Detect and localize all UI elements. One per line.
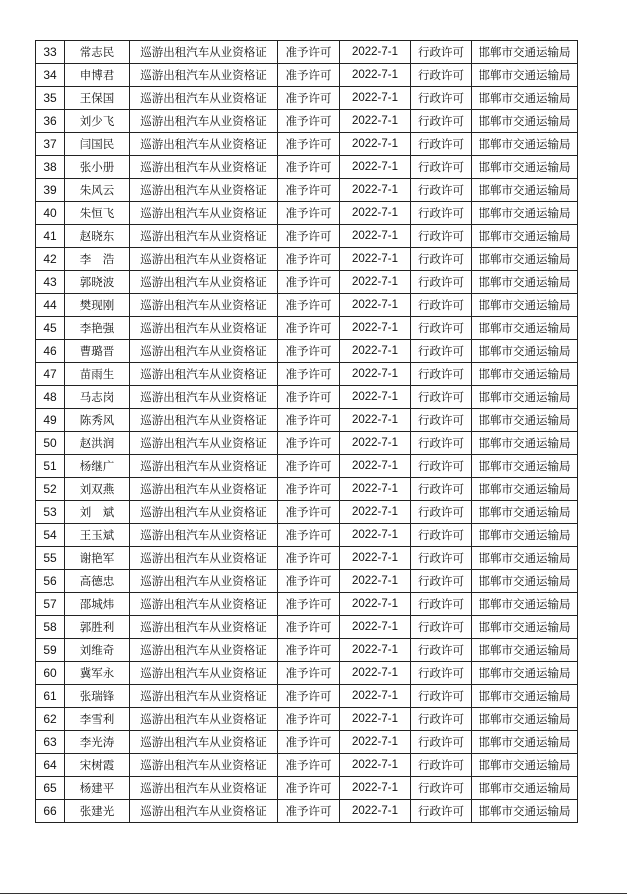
authority-cell: 邯郸市交通运输局 bbox=[472, 363, 578, 386]
license-item-cell: 巡游出租汽车从业资格证 bbox=[130, 685, 278, 708]
row-number-cell: 57 bbox=[36, 593, 65, 616]
license-item-cell: 巡游出租汽车从业资格证 bbox=[130, 593, 278, 616]
name-cell: 陈秀风 bbox=[65, 409, 130, 432]
date-cell: 2022-7-1 bbox=[340, 478, 411, 501]
name-cell: 刘双燕 bbox=[65, 478, 130, 501]
category-cell: 行政许可 bbox=[411, 409, 472, 432]
name-cell: 曹璐晋 bbox=[65, 340, 130, 363]
row-number-cell: 43 bbox=[36, 271, 65, 294]
authority-cell: 邯郸市交通运输局 bbox=[472, 547, 578, 570]
row-number-cell: 52 bbox=[36, 478, 65, 501]
table-row bbox=[36, 87, 578, 110]
row-number-cell: 44 bbox=[36, 294, 65, 317]
license-item-cell: 巡游出租汽车从业资格证 bbox=[130, 156, 278, 179]
authority-cell: 邯郸市交通运输局 bbox=[472, 478, 578, 501]
license-item-cell: 巡游出租汽车从业资格证 bbox=[130, 225, 278, 248]
decision-cell: 准予许可 bbox=[278, 777, 340, 800]
category-cell: 行政许可 bbox=[411, 777, 472, 800]
name-cell: 宋树霞 bbox=[65, 754, 130, 777]
decision-cell: 准予许可 bbox=[278, 409, 340, 432]
name-cell: 杨建平 bbox=[65, 777, 130, 800]
row-number-cell: 66 bbox=[36, 800, 65, 823]
table-row bbox=[36, 271, 578, 294]
table-row bbox=[36, 754, 578, 777]
license-table bbox=[35, 40, 578, 823]
category-cell: 行政许可 bbox=[411, 225, 472, 248]
decision-cell: 准予许可 bbox=[278, 271, 340, 294]
row-number-cell: 46 bbox=[36, 340, 65, 363]
date-cell: 2022-7-1 bbox=[340, 777, 411, 800]
table-row bbox=[36, 317, 578, 340]
table-row bbox=[36, 156, 578, 179]
category-cell: 行政许可 bbox=[411, 363, 472, 386]
category-cell: 行政许可 bbox=[411, 639, 472, 662]
decision-cell: 准予许可 bbox=[278, 547, 340, 570]
license-item-cell: 巡游出租汽车从业资格证 bbox=[130, 501, 278, 524]
category-cell: 行政许可 bbox=[411, 478, 472, 501]
license-item-cell: 巡游出租汽车从业资格证 bbox=[130, 41, 278, 64]
date-cell: 2022-7-1 bbox=[340, 225, 411, 248]
row-number-cell: 39 bbox=[36, 179, 65, 202]
license-item-cell: 巡游出租汽车从业资格证 bbox=[130, 386, 278, 409]
license-item-cell: 巡游出租汽车从业资格证 bbox=[130, 708, 278, 731]
table-body bbox=[36, 41, 578, 823]
authority-cell: 邯郸市交通运输局 bbox=[472, 225, 578, 248]
category-cell: 行政许可 bbox=[411, 685, 472, 708]
authority-cell: 邯郸市交通运输局 bbox=[472, 409, 578, 432]
authority-cell: 邯郸市交通运输局 bbox=[472, 662, 578, 685]
name-cell: 李艳强 bbox=[65, 317, 130, 340]
date-cell: 2022-7-1 bbox=[340, 547, 411, 570]
authority-cell: 邯郸市交通运输局 bbox=[472, 570, 578, 593]
authority-cell: 邯郸市交通运输局 bbox=[472, 777, 578, 800]
row-number-cell: 56 bbox=[36, 570, 65, 593]
table-row bbox=[36, 708, 578, 731]
row-number-cell: 50 bbox=[36, 432, 65, 455]
name-cell: 李 浩 bbox=[65, 248, 130, 271]
decision-cell: 准予许可 bbox=[278, 64, 340, 87]
row-number-cell: 33 bbox=[36, 41, 65, 64]
name-cell: 常志民 bbox=[65, 41, 130, 64]
date-cell: 2022-7-1 bbox=[340, 294, 411, 317]
decision-cell: 准予许可 bbox=[278, 179, 340, 202]
authority-cell: 邯郸市交通运输局 bbox=[472, 455, 578, 478]
row-number-cell: 65 bbox=[36, 777, 65, 800]
name-cell: 马志岗 bbox=[65, 386, 130, 409]
row-number-cell: 40 bbox=[36, 202, 65, 225]
authority-cell: 邯郸市交通运输局 bbox=[472, 386, 578, 409]
name-cell: 杨继广 bbox=[65, 455, 130, 478]
name-cell: 赵洪润 bbox=[65, 432, 130, 455]
authority-cell: 邯郸市交通运输局 bbox=[472, 800, 578, 823]
name-cell: 李雪利 bbox=[65, 708, 130, 731]
date-cell: 2022-7-1 bbox=[340, 363, 411, 386]
date-cell: 2022-7-1 bbox=[340, 754, 411, 777]
row-number-cell: 49 bbox=[36, 409, 65, 432]
table-row bbox=[36, 363, 578, 386]
license-item-cell: 巡游出租汽车从业资格证 bbox=[130, 455, 278, 478]
authority-cell: 邯郸市交通运输局 bbox=[472, 685, 578, 708]
license-item-cell: 巡游出租汽车从业资格证 bbox=[130, 754, 278, 777]
row-number-cell: 41 bbox=[36, 225, 65, 248]
license-item-cell: 巡游出租汽车从业资格证 bbox=[130, 133, 278, 156]
table-row bbox=[36, 662, 578, 685]
category-cell: 行政许可 bbox=[411, 294, 472, 317]
name-cell: 郭晓波 bbox=[65, 271, 130, 294]
name-cell: 邵城炜 bbox=[65, 593, 130, 616]
decision-cell: 准予许可 bbox=[278, 501, 340, 524]
decision-cell: 准予许可 bbox=[278, 317, 340, 340]
name-cell: 高德忠 bbox=[65, 570, 130, 593]
row-number-cell: 61 bbox=[36, 685, 65, 708]
category-cell: 行政许可 bbox=[411, 547, 472, 570]
license-item-cell: 巡游出租汽车从业资格证 bbox=[130, 777, 278, 800]
row-number-cell: 45 bbox=[36, 317, 65, 340]
decision-cell: 准予许可 bbox=[278, 294, 340, 317]
license-item-cell: 巡游出租汽车从业资格证 bbox=[130, 202, 278, 225]
name-cell: 张小册 bbox=[65, 156, 130, 179]
category-cell: 行政许可 bbox=[411, 87, 472, 110]
table-row bbox=[36, 294, 578, 317]
authority-cell: 邯郸市交通运输局 bbox=[472, 731, 578, 754]
name-cell: 赵晓东 bbox=[65, 225, 130, 248]
authority-cell: 邯郸市交通运输局 bbox=[472, 64, 578, 87]
name-cell: 樊现刚 bbox=[65, 294, 130, 317]
license-item-cell: 巡游出租汽车从业资格证 bbox=[130, 524, 278, 547]
row-number-cell: 64 bbox=[36, 754, 65, 777]
license-item-cell: 巡游出租汽车从业资格证 bbox=[130, 179, 278, 202]
date-cell: 2022-7-1 bbox=[340, 662, 411, 685]
date-cell: 2022-7-1 bbox=[340, 386, 411, 409]
decision-cell: 准予许可 bbox=[278, 616, 340, 639]
date-cell: 2022-7-1 bbox=[340, 317, 411, 340]
decision-cell: 准予许可 bbox=[278, 432, 340, 455]
license-item-cell: 巡游出租汽车从业资格证 bbox=[130, 409, 278, 432]
category-cell: 行政许可 bbox=[411, 432, 472, 455]
name-cell: 张瑞锋 bbox=[65, 685, 130, 708]
license-item-cell: 巡游出租汽车从业资格证 bbox=[130, 547, 278, 570]
decision-cell: 准予许可 bbox=[278, 524, 340, 547]
license-item-cell: 巡游出租汽车从业资格证 bbox=[130, 271, 278, 294]
license-item-cell: 巡游出租汽车从业资格证 bbox=[130, 570, 278, 593]
license-item-cell: 巡游出租汽车从业资格证 bbox=[130, 616, 278, 639]
decision-cell: 准予许可 bbox=[278, 202, 340, 225]
table-row bbox=[36, 340, 578, 363]
authority-cell: 邯郸市交通运输局 bbox=[472, 708, 578, 731]
authority-cell: 邯郸市交通运输局 bbox=[472, 616, 578, 639]
row-number-cell: 55 bbox=[36, 547, 65, 570]
category-cell: 行政许可 bbox=[411, 248, 472, 271]
authority-cell: 邯郸市交通运输局 bbox=[472, 340, 578, 363]
table-row bbox=[36, 202, 578, 225]
date-cell: 2022-7-1 bbox=[340, 432, 411, 455]
authority-cell: 邯郸市交通运输局 bbox=[472, 133, 578, 156]
date-cell: 2022-7-1 bbox=[340, 409, 411, 432]
row-number-cell: 58 bbox=[36, 616, 65, 639]
category-cell: 行政许可 bbox=[411, 156, 472, 179]
authority-cell: 邯郸市交通运输局 bbox=[472, 179, 578, 202]
category-cell: 行政许可 bbox=[411, 501, 472, 524]
date-cell: 2022-7-1 bbox=[340, 64, 411, 87]
date-cell: 2022-7-1 bbox=[340, 685, 411, 708]
category-cell: 行政许可 bbox=[411, 662, 472, 685]
table-row bbox=[36, 455, 578, 478]
category-cell: 行政许可 bbox=[411, 386, 472, 409]
row-number-cell: 54 bbox=[36, 524, 65, 547]
date-cell: 2022-7-1 bbox=[340, 41, 411, 64]
date-cell: 2022-7-1 bbox=[340, 524, 411, 547]
license-item-cell: 巡游出租汽车从业资格证 bbox=[130, 110, 278, 133]
license-item-cell: 巡游出租汽车从业资格证 bbox=[130, 248, 278, 271]
date-cell: 2022-7-1 bbox=[340, 179, 411, 202]
name-cell: 刘少飞 bbox=[65, 110, 130, 133]
decision-cell: 准予许可 bbox=[278, 593, 340, 616]
decision-cell: 准予许可 bbox=[278, 248, 340, 271]
decision-cell: 准予许可 bbox=[278, 363, 340, 386]
name-cell: 刘维奇 bbox=[65, 639, 130, 662]
authority-cell: 邯郸市交通运输局 bbox=[472, 639, 578, 662]
row-number-cell: 35 bbox=[36, 87, 65, 110]
category-cell: 行政许可 bbox=[411, 800, 472, 823]
date-cell: 2022-7-1 bbox=[340, 708, 411, 731]
date-cell: 2022-7-1 bbox=[340, 248, 411, 271]
license-item-cell: 巡游出租汽车从业资格证 bbox=[130, 662, 278, 685]
table-row bbox=[36, 731, 578, 754]
decision-cell: 准予许可 bbox=[278, 110, 340, 133]
authority-cell: 邯郸市交通运输局 bbox=[472, 271, 578, 294]
category-cell: 行政许可 bbox=[411, 731, 472, 754]
name-cell: 刘 斌 bbox=[65, 501, 130, 524]
date-cell: 2022-7-1 bbox=[340, 593, 411, 616]
date-cell: 2022-7-1 bbox=[340, 156, 411, 179]
row-number-cell: 36 bbox=[36, 110, 65, 133]
table-row bbox=[36, 248, 578, 271]
name-cell: 张建光 bbox=[65, 800, 130, 823]
decision-cell: 准予许可 bbox=[278, 708, 340, 731]
authority-cell: 邯郸市交通运输局 bbox=[472, 593, 578, 616]
category-cell: 行政许可 bbox=[411, 202, 472, 225]
decision-cell: 准予许可 bbox=[278, 800, 340, 823]
name-cell: 闫国民 bbox=[65, 133, 130, 156]
category-cell: 行政许可 bbox=[411, 271, 472, 294]
decision-cell: 准予许可 bbox=[278, 639, 340, 662]
license-item-cell: 巡游出租汽车从业资格证 bbox=[130, 731, 278, 754]
row-number-cell: 53 bbox=[36, 501, 65, 524]
date-cell: 2022-7-1 bbox=[340, 202, 411, 225]
date-cell: 2022-7-1 bbox=[340, 639, 411, 662]
authority-cell: 邯郸市交通运输局 bbox=[472, 156, 578, 179]
table-row bbox=[36, 110, 578, 133]
row-number-cell: 37 bbox=[36, 133, 65, 156]
row-number-cell: 38 bbox=[36, 156, 65, 179]
table-row bbox=[36, 409, 578, 432]
name-cell: 谢艳军 bbox=[65, 547, 130, 570]
license-item-cell: 巡游出租汽车从业资格证 bbox=[130, 340, 278, 363]
row-number-cell: 63 bbox=[36, 731, 65, 754]
name-cell: 朱风云 bbox=[65, 179, 130, 202]
category-cell: 行政许可 bbox=[411, 754, 472, 777]
row-number-cell: 62 bbox=[36, 708, 65, 731]
decision-cell: 准予许可 bbox=[278, 156, 340, 179]
category-cell: 行政许可 bbox=[411, 340, 472, 363]
table-row bbox=[36, 179, 578, 202]
table-row bbox=[36, 593, 578, 616]
name-cell: 李光涛 bbox=[65, 731, 130, 754]
authority-cell: 邯郸市交通运输局 bbox=[472, 754, 578, 777]
decision-cell: 准予许可 bbox=[278, 731, 340, 754]
table-row bbox=[36, 547, 578, 570]
date-cell: 2022-7-1 bbox=[340, 455, 411, 478]
row-number-cell: 59 bbox=[36, 639, 65, 662]
category-cell: 行政许可 bbox=[411, 570, 472, 593]
table-row bbox=[36, 225, 578, 248]
decision-cell: 准予许可 bbox=[278, 386, 340, 409]
date-cell: 2022-7-1 bbox=[340, 501, 411, 524]
authority-cell: 邯郸市交通运输局 bbox=[472, 41, 578, 64]
license-item-cell: 巡游出租汽车从业资格证 bbox=[130, 294, 278, 317]
authority-cell: 邯郸市交通运输局 bbox=[472, 110, 578, 133]
decision-cell: 准予许可 bbox=[278, 662, 340, 685]
category-cell: 行政许可 bbox=[411, 110, 472, 133]
name-cell: 朱恒飞 bbox=[65, 202, 130, 225]
authority-cell: 邯郸市交通运输局 bbox=[472, 248, 578, 271]
table-row bbox=[36, 41, 578, 64]
category-cell: 行政许可 bbox=[411, 616, 472, 639]
category-cell: 行政许可 bbox=[411, 708, 472, 731]
table-row bbox=[36, 478, 578, 501]
authority-cell: 邯郸市交通运输局 bbox=[472, 202, 578, 225]
authority-cell: 邯郸市交通运输局 bbox=[472, 294, 578, 317]
name-cell: 王玉斌 bbox=[65, 524, 130, 547]
decision-cell: 准予许可 bbox=[278, 225, 340, 248]
license-item-cell: 巡游出租汽车从业资格证 bbox=[130, 87, 278, 110]
license-item-cell: 巡游出租汽车从业资格证 bbox=[130, 432, 278, 455]
license-item-cell: 巡游出租汽车从业资格证 bbox=[130, 64, 278, 87]
category-cell: 行政许可 bbox=[411, 317, 472, 340]
table-row bbox=[36, 777, 578, 800]
date-cell: 2022-7-1 bbox=[340, 133, 411, 156]
table-row bbox=[36, 616, 578, 639]
table-row bbox=[36, 501, 578, 524]
category-cell: 行政许可 bbox=[411, 455, 472, 478]
decision-cell: 准予许可 bbox=[278, 570, 340, 593]
date-cell: 2022-7-1 bbox=[340, 570, 411, 593]
decision-cell: 准予许可 bbox=[278, 685, 340, 708]
decision-cell: 准予许可 bbox=[278, 133, 340, 156]
date-cell: 2022-7-1 bbox=[340, 87, 411, 110]
decision-cell: 准予许可 bbox=[278, 41, 340, 64]
table-row bbox=[36, 524, 578, 547]
license-item-cell: 巡游出租汽车从业资格证 bbox=[130, 800, 278, 823]
authority-cell: 邯郸市交通运输局 bbox=[472, 87, 578, 110]
license-item-cell: 巡游出租汽车从业资格证 bbox=[130, 363, 278, 386]
row-number-cell: 51 bbox=[36, 455, 65, 478]
name-cell: 申博君 bbox=[65, 64, 130, 87]
name-cell: 冀军永 bbox=[65, 662, 130, 685]
date-cell: 2022-7-1 bbox=[340, 271, 411, 294]
category-cell: 行政许可 bbox=[411, 133, 472, 156]
category-cell: 行政许可 bbox=[411, 524, 472, 547]
category-cell: 行政许可 bbox=[411, 179, 472, 202]
license-item-cell: 巡游出租汽车从业资格证 bbox=[130, 639, 278, 662]
table-row bbox=[36, 64, 578, 87]
decision-cell: 准予许可 bbox=[278, 754, 340, 777]
table-row bbox=[36, 133, 578, 156]
row-number-cell: 47 bbox=[36, 363, 65, 386]
date-cell: 2022-7-1 bbox=[340, 340, 411, 363]
row-number-cell: 42 bbox=[36, 248, 65, 271]
category-cell: 行政许可 bbox=[411, 593, 472, 616]
name-cell: 苗雨生 bbox=[65, 363, 130, 386]
decision-cell: 准予许可 bbox=[278, 87, 340, 110]
date-cell: 2022-7-1 bbox=[340, 800, 411, 823]
row-number-cell: 34 bbox=[36, 64, 65, 87]
license-item-cell: 巡游出租汽车从业资格证 bbox=[130, 317, 278, 340]
authority-cell: 邯郸市交通运输局 bbox=[472, 501, 578, 524]
table-row bbox=[36, 639, 578, 662]
decision-cell: 准予许可 bbox=[278, 455, 340, 478]
name-cell: 郭胜利 bbox=[65, 616, 130, 639]
page-bottom-rule bbox=[0, 893, 627, 894]
license-item-cell: 巡游出租汽车从业资格证 bbox=[130, 478, 278, 501]
row-number-cell: 48 bbox=[36, 386, 65, 409]
row-number-cell: 60 bbox=[36, 662, 65, 685]
authority-cell: 邯郸市交通运输局 bbox=[472, 524, 578, 547]
name-cell: 王保国 bbox=[65, 87, 130, 110]
decision-cell: 准予许可 bbox=[278, 478, 340, 501]
authority-cell: 邯郸市交通运输局 bbox=[472, 432, 578, 455]
decision-cell: 准予许可 bbox=[278, 340, 340, 363]
date-cell: 2022-7-1 bbox=[340, 616, 411, 639]
date-cell: 2022-7-1 bbox=[340, 110, 411, 133]
table-row bbox=[36, 432, 578, 455]
table-row bbox=[36, 685, 578, 708]
category-cell: 行政许可 bbox=[411, 41, 472, 64]
table-row bbox=[36, 570, 578, 593]
date-cell: 2022-7-1 bbox=[340, 731, 411, 754]
table-row bbox=[36, 800, 578, 823]
authority-cell: 邯郸市交通运输局 bbox=[472, 317, 578, 340]
table-row bbox=[36, 386, 578, 409]
category-cell: 行政许可 bbox=[411, 64, 472, 87]
